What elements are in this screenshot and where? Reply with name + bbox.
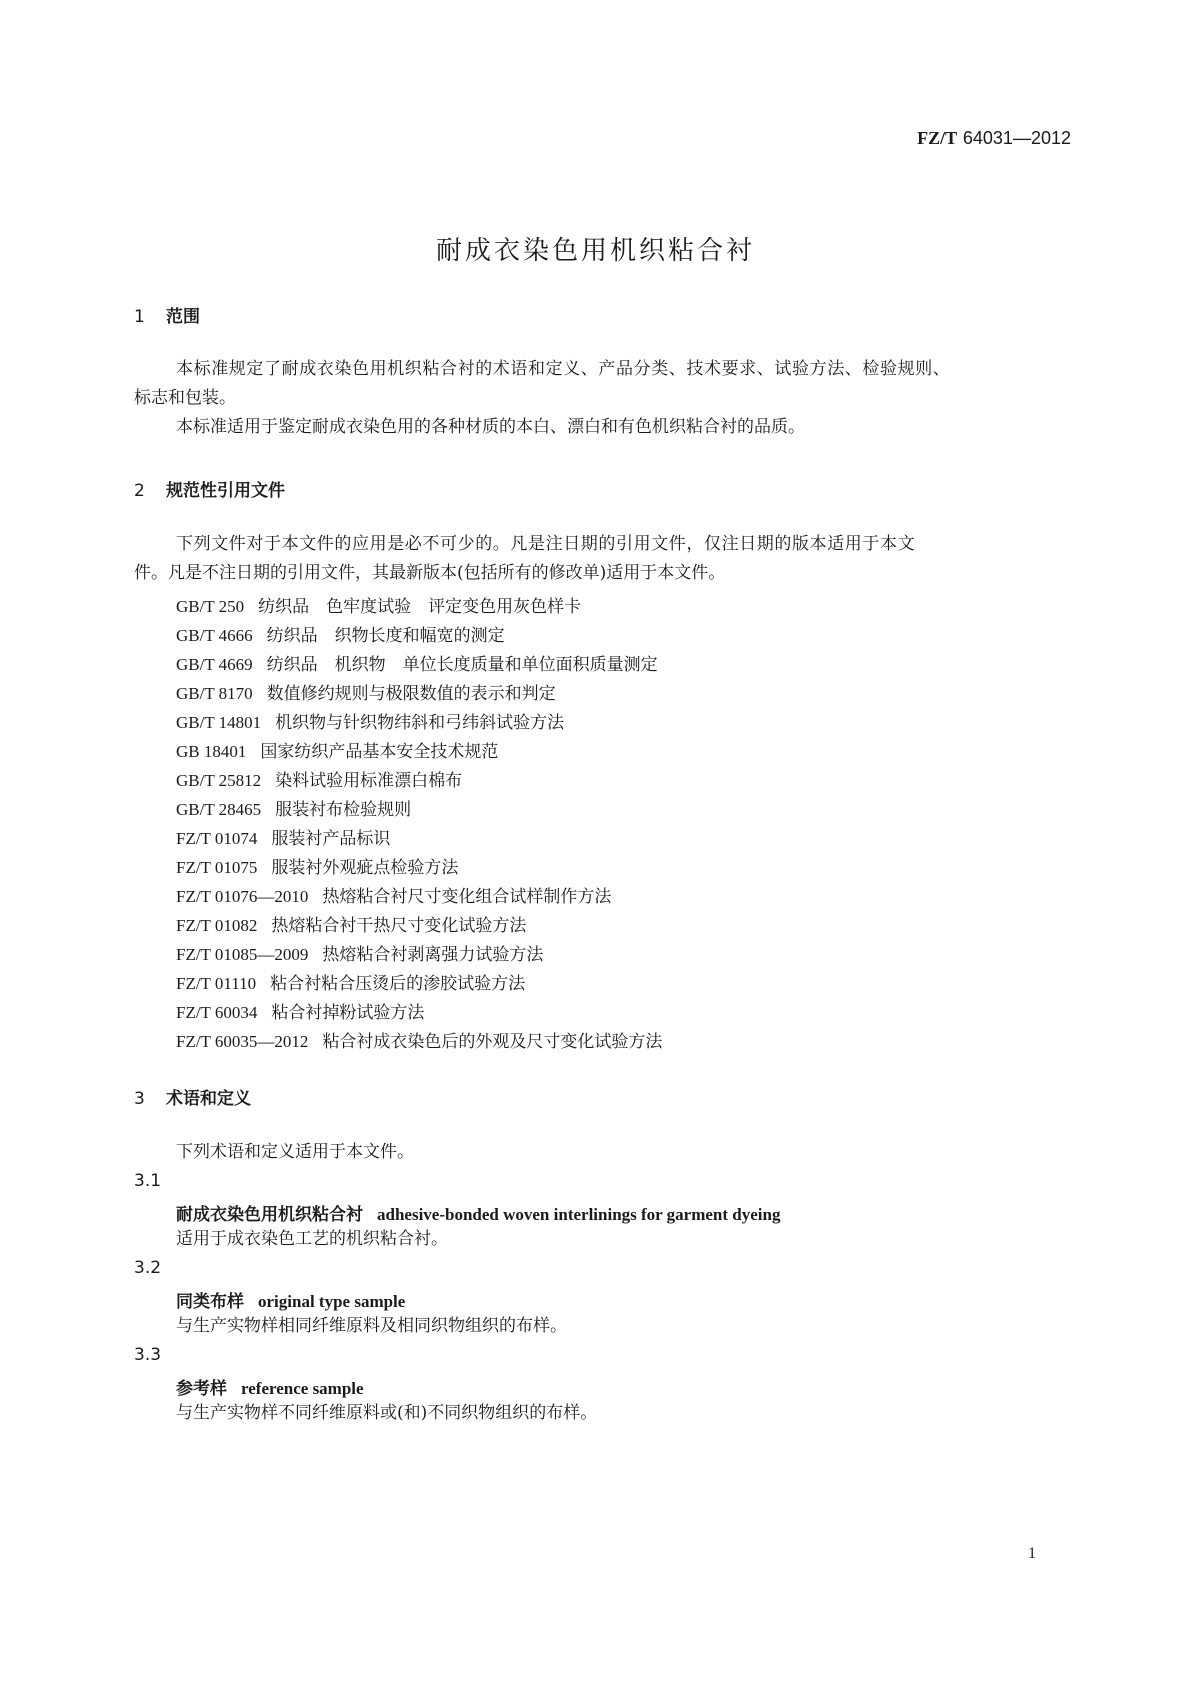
term-number: 3.1 (134, 1171, 162, 1191)
reference-title: 国家纺织产品基本安全技术规范 (260, 742, 499, 762)
reference-code: GB/T 28465 (176, 800, 262, 819)
page-number: 1 (1028, 1545, 1036, 1562)
reference-item (176, 824, 390, 849)
terms-intro: 下列术语和定义适用于本文件。 (176, 1142, 414, 1162)
reference-title: 数值修约规则与极限数值的表示和判定 (266, 684, 556, 704)
section-title: 术语和定义 (166, 1089, 251, 1109)
reference-code: FZ/T 01110 (176, 974, 257, 993)
section-heading-scope (134, 302, 200, 327)
standard-number (917, 128, 1071, 149)
reference-code: GB 18401 (176, 742, 247, 761)
section-number: 3 (134, 1089, 145, 1109)
term-heading (176, 1287, 405, 1312)
reference-code: GB/T 4669 (176, 655, 253, 674)
term-english: reference sample (241, 1379, 364, 1398)
standard-code: 64031—2012 (962, 128, 1071, 148)
reference-code: FZ/T 60035—2012 (176, 1032, 309, 1051)
section-title: 规范性引用文件 (166, 481, 285, 501)
section-heading-terms (134, 1084, 251, 1109)
reference-item (176, 592, 581, 617)
reference-item (176, 911, 526, 936)
term-definition: 适用于成衣染色工艺的机织粘合衬。 (176, 1229, 448, 1249)
reference-title: 染料试验用标准漂白棉布 (275, 771, 463, 791)
reference-title: 热熔粘合衬干热尺寸变化试验方法 (271, 916, 527, 936)
reference-code: FZ/T 01085—2009 (176, 945, 309, 964)
reference-item (176, 1027, 662, 1052)
term-english: original type sample (258, 1292, 406, 1311)
section-heading-references (134, 476, 285, 501)
reference-code: GB/T 8170 (176, 684, 253, 703)
reference-code: FZ/T 01075 (176, 858, 258, 877)
reference-title: 服装衬外观疵点检验方法 (271, 858, 459, 878)
reference-code: GB/T 4666 (176, 626, 253, 645)
reference-item (176, 650, 658, 675)
reference-code: FZ/T 01082 (176, 916, 258, 935)
reference-code: GB/T 250 (176, 597, 245, 616)
term-definition: 与生产实物样不同纤维原料或(和)不同织物组织的布样。 (176, 1403, 598, 1423)
reference-title: 纺织品 机织物 单位长度质量和单位面积质量测定 (266, 655, 658, 675)
term-chinese: 参考样 (176, 1379, 227, 1399)
reference-title: 粘合衬成衣染色后的外观及尺寸变化试验方法 (322, 1032, 663, 1052)
scope-paragraph-line: 本标准规定了耐成衣染色用机织粘合衬的术语和定义、产品分类、技术要求、试验方法、检验规则、 (176, 359, 951, 379)
scope-paragraph-line: 标志和包装。 (134, 388, 236, 408)
term-number: 3.2 (134, 1258, 162, 1278)
references-intro-line: 件。凡是不注日期的引用文件，其最新版本(包括所有的修改单)适用于本文件。 (134, 563, 726, 583)
reference-title: 服装衬布检验规则 (275, 800, 412, 820)
reference-code: FZ/T 60034 (176, 1003, 258, 1022)
reference-code: FZ/T 01076—2010 (176, 887, 309, 906)
section-number: 1 (134, 307, 145, 327)
term-number: 3.3 (134, 1345, 162, 1365)
standard-prefix: FZ/T (917, 128, 958, 148)
reference-title: 纺织品 织物长度和幅宽的测定 (266, 626, 505, 646)
term-definition: 与生产实物样相同纤维原料及相同织物组织的布样。 (176, 1316, 567, 1336)
reference-item (176, 795, 411, 820)
reference-item (176, 679, 556, 704)
term-chinese: 耐成衣染色用机织粘合衬 (176, 1205, 363, 1225)
reference-title: 粘合衬粘合压烫后的渗胶试验方法 (270, 974, 526, 994)
section-title: 范围 (166, 307, 200, 327)
references-intro-line: 下列文件对于本文件的应用是必不可少的。凡是注日期的引用文件，仅注日期的版本适用于本文 (176, 534, 916, 554)
term-chinese: 同类布样 (176, 1292, 244, 1312)
reference-item (176, 882, 611, 907)
reference-item (176, 853, 458, 878)
reference-title: 纺织品 色牢度试验 评定变色用灰色样卡 (258, 597, 582, 617)
reference-item (176, 621, 505, 646)
reference-item (176, 766, 462, 791)
reference-title: 机织物与针织物纬斜和弓纬斜试验方法 (275, 713, 565, 733)
reference-title: 热熔粘合衬剥离强力试验方法 (322, 945, 544, 965)
reference-title: 热熔粘合衬尺寸变化组合试样制作方法 (322, 887, 612, 907)
section-number: 2 (134, 481, 145, 501)
reference-code: GB/T 25812 (176, 771, 262, 790)
term-heading (176, 1200, 780, 1225)
reference-item (176, 969, 525, 994)
page-title: 耐成衣染色用机织粘合衬 (435, 236, 755, 266)
reference-title: 服装衬产品标识 (271, 829, 391, 849)
term-english: adhesive-bonded woven interlinings for garment dyeing (377, 1205, 781, 1224)
term-heading (176, 1374, 364, 1399)
reference-code: FZ/T 01074 (176, 829, 258, 848)
scope-paragraph: 本标准适用于鉴定耐成衣染色用的各种材质的本白、漂白和有色机织粘合衬的品质。 (176, 417, 805, 437)
reference-code: GB/T 14801 (176, 713, 262, 732)
reference-item (176, 737, 498, 762)
reference-item (176, 998, 424, 1023)
reference-title: 粘合衬掉粉试验方法 (271, 1003, 425, 1023)
reference-item (176, 708, 564, 733)
reference-item (176, 940, 543, 965)
